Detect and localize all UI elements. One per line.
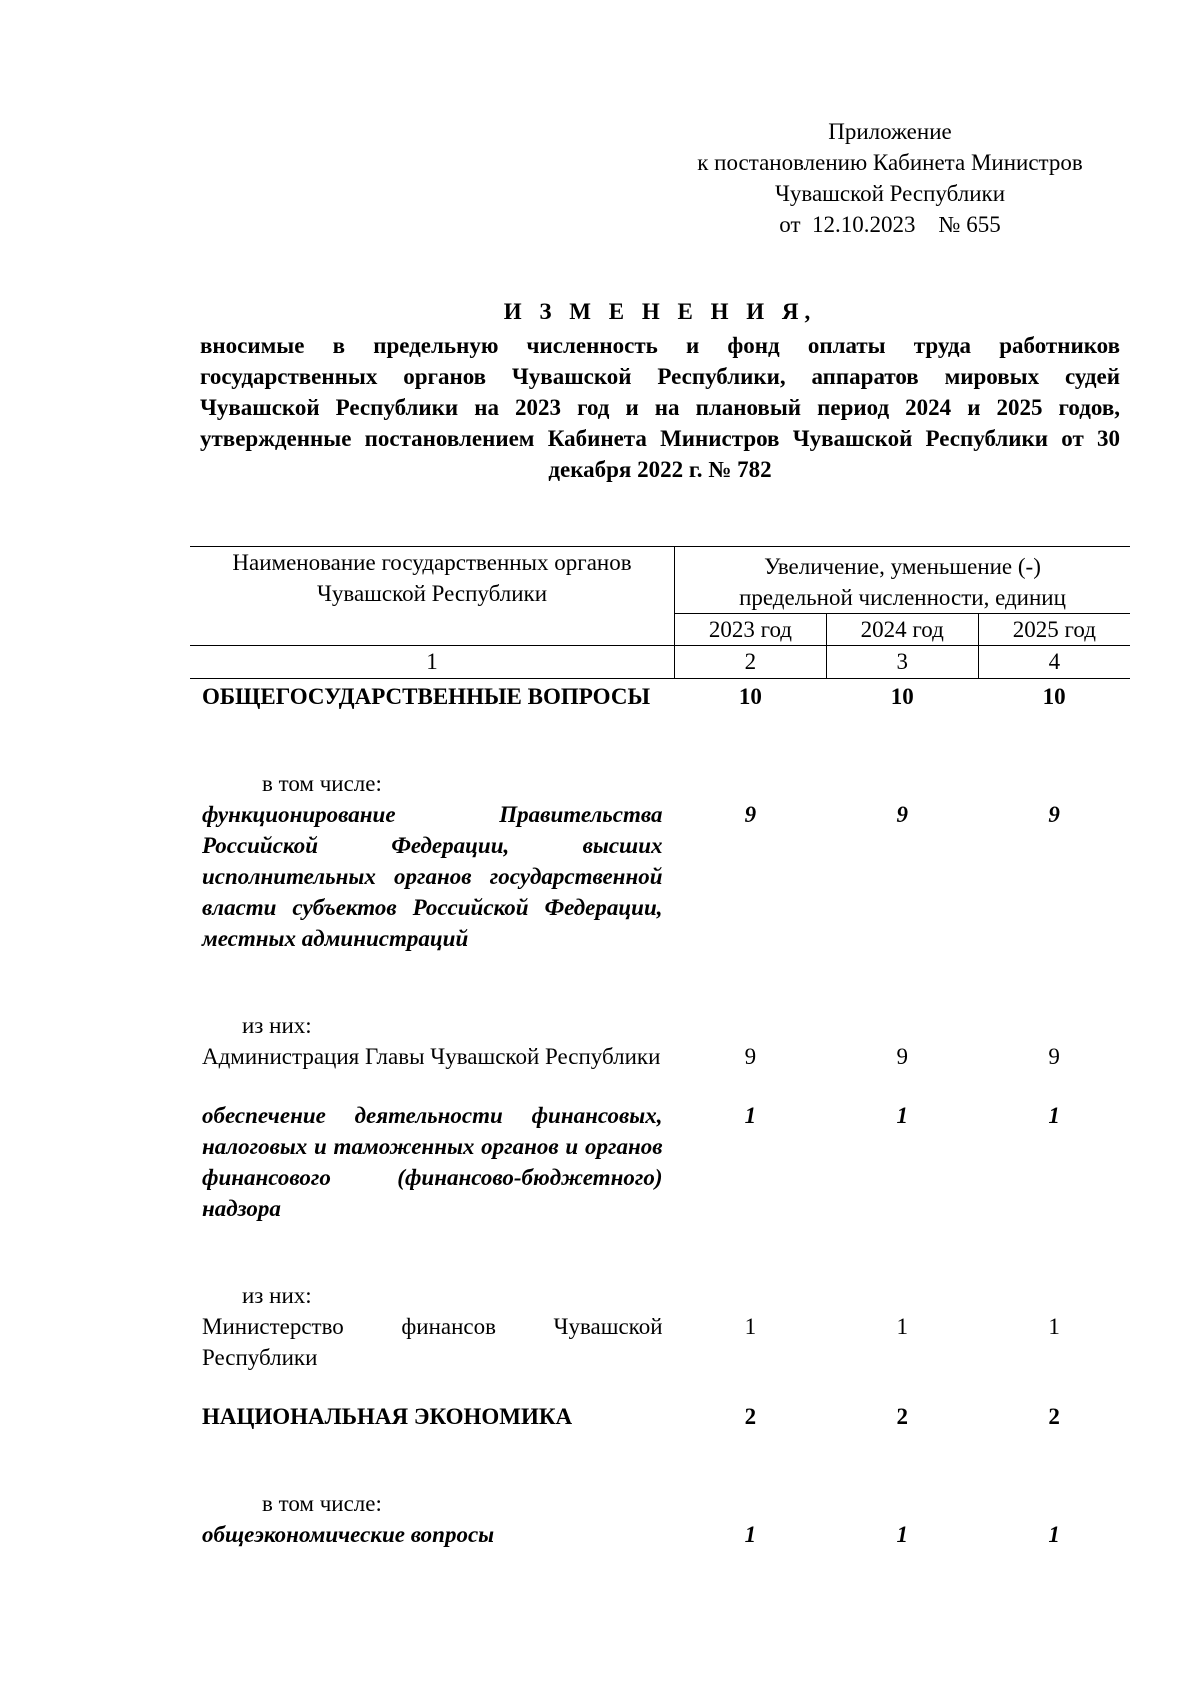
table-body (190, 679, 1130, 1551)
row-name: обеспечение деятельности финансовых, налоговых и таможенных органов и органов финансового (финансово-бюджетного) надзора (202, 1103, 663, 1221)
row-value-2024: 10 (890, 684, 914, 709)
appendix-line-1: Приложение (828, 119, 952, 144)
row-value-2024: 1 (896, 1522, 908, 1547)
row-value-2025: 2 (1048, 1404, 1060, 1429)
row-value-2023: 1 (744, 1103, 757, 1128)
row-value-2023 (675, 1010, 827, 1041)
row-value-2024: 9 (896, 1044, 908, 1069)
table-row (190, 768, 1130, 799)
header-change: Увеличение, уменьшение (-) предельной численности, единиц (675, 547, 1131, 614)
row-value-2023: 2 (744, 1404, 757, 1429)
row-value-2023: 1 (744, 1314, 757, 1339)
row-value-2025: 9 (1048, 1044, 1060, 1069)
row-value-2025: 10 (1042, 684, 1066, 709)
row-value-2023: 10 (738, 684, 762, 709)
row-value-2025: 1 (1048, 1314, 1060, 1339)
row-value-2024: 1 (896, 1314, 908, 1339)
column-number-1: 1 (190, 646, 675, 679)
row-name: из них: (242, 1013, 312, 1038)
row-value-2025 (978, 1010, 1130, 1041)
row-name: общеэкономические вопросы (202, 1522, 495, 1547)
header-year-2023: 2023 год (675, 614, 827, 646)
column-number-2: 2 (675, 646, 827, 679)
row-value-2024 (826, 768, 978, 799)
row-value-2025 (978, 768, 1130, 799)
row-value-2025 (978, 1488, 1130, 1519)
header-year-2024: 2024 год (826, 614, 978, 646)
row-name: Министерство финансов Чувашской Республики (202, 1314, 663, 1370)
column-number-3: 3 (826, 646, 978, 679)
row-value-2025: 1 (1048, 1103, 1060, 1128)
row-value-2024: 1 (896, 1103, 908, 1128)
table-row (190, 1100, 1130, 1280)
row-name: в том числе: (262, 771, 382, 796)
header-year-2025: 2025 год (978, 614, 1130, 646)
row-name: НАЦИОНАЛЬНАЯ ЭКОНОМИКА (202, 1404, 573, 1429)
row-value-2025: 1 (1048, 1522, 1060, 1547)
appendix-line-4: от 12.10.2023 № 655 (779, 212, 1001, 237)
staffing-changes-table (190, 546, 1130, 1550)
document-title: И З М Е Н Е Н И Я, (503, 299, 817, 324)
table-row (190, 1519, 1130, 1550)
row-name: из них: (242, 1283, 312, 1308)
row-name: ОБЩЕГОСУДАРСТВЕННЫЕ ВОПРОСЫ (202, 684, 651, 709)
table-row (190, 1280, 1130, 1311)
table-row (190, 1488, 1130, 1519)
table-row (190, 799, 1130, 1010)
header-organ-name: Наименование государственных органов Чувашской Республики (190, 547, 675, 646)
row-value-2024: 9 (896, 802, 908, 827)
row-value-2025: 9 (1048, 802, 1060, 827)
row-value-2023: 9 (744, 802, 757, 827)
table-row (190, 1311, 1130, 1401)
row-value-2024 (826, 1010, 978, 1041)
appendix-line-3: Чувашской Республики (774, 181, 1006, 206)
appendix-block (640, 116, 1140, 240)
row-name: функционирование Правительства Российской Федерации, высших исполнительных органов государственной власти субъектов Российской Федерации, местных администраций (202, 802, 663, 951)
row-value-2023 (675, 1488, 827, 1519)
row-value-2024: 2 (896, 1404, 908, 1429)
table-row (190, 679, 1130, 769)
row-value-2025 (978, 1280, 1130, 1311)
row-value-2023 (675, 1280, 827, 1311)
column-number-4: 4 (978, 646, 1130, 679)
appendix-line-2: к постановлению Кабинета Министров (697, 150, 1083, 175)
row-value-2024 (826, 1280, 978, 1311)
row-name: Администрация Главы Чувашской Республики (202, 1044, 661, 1069)
table-row (190, 1010, 1130, 1041)
row-value-2023 (675, 768, 827, 799)
table-row (190, 1041, 1130, 1100)
row-value-2024 (826, 1488, 978, 1519)
row-value-2023: 9 (744, 1044, 757, 1069)
row-value-2023: 1 (744, 1522, 757, 1547)
table-row (190, 1401, 1130, 1488)
row-name: в том числе: (262, 1491, 382, 1516)
document-subtitle: вносимые в предельную численность и фонд оплаты труда работников государственных органов Чувашской Республики, аппаратов мировых судей Чувашской Республики на 2023 год и на плановый период 2024 и 2025 годов, утвержденные постановлением Кабинета Министров Чувашской Республики от 30 декабря 2022 г. № 782 (200, 333, 1120, 482)
